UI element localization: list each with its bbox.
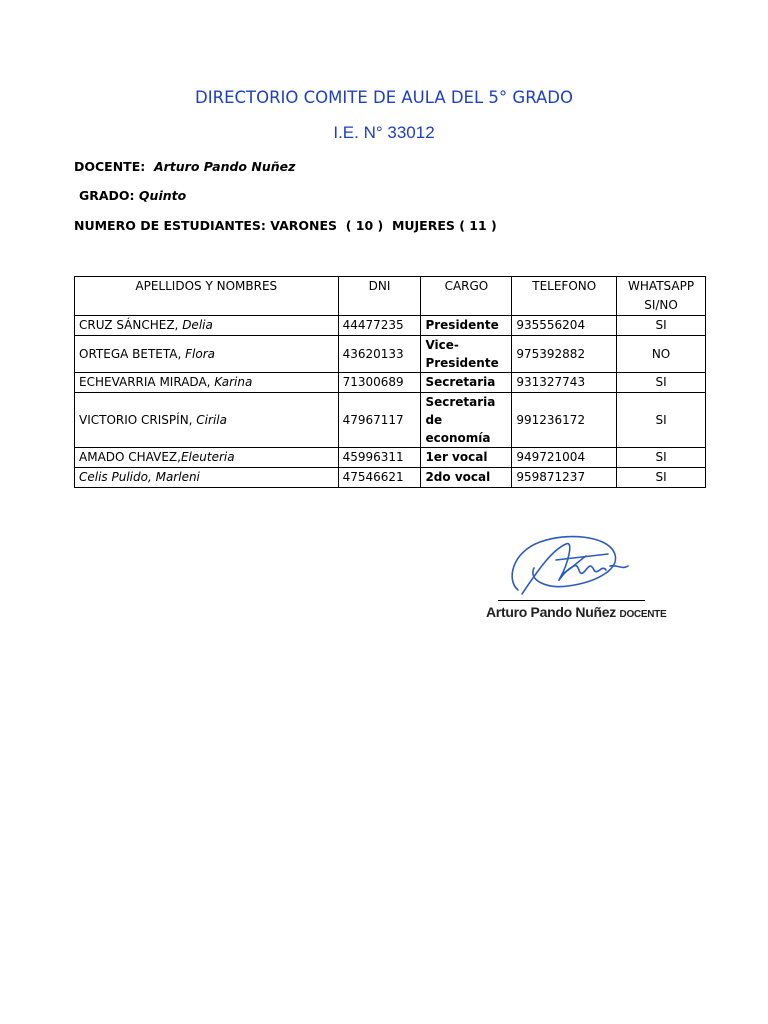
apellidos: AMADO CHAVEZ,	[79, 450, 181, 464]
cell-nombre	[75, 373, 339, 393]
cell-telefono: 991236172	[512, 393, 617, 448]
apellidos: Celis Pulido,	[79, 470, 152, 484]
cell-nombre	[75, 336, 339, 373]
cell-dni: 71300689	[338, 373, 421, 393]
grado-label: GRADO:	[79, 188, 135, 203]
header-nombres: APELLIDOS Y NOMBRES	[75, 277, 339, 316]
grado-value: Quinto	[138, 188, 187, 203]
table-row	[75, 448, 706, 468]
apellidos: ECHEVARRIA MIRADA,	[79, 375, 211, 389]
docente-label: DOCENTE:	[74, 159, 146, 174]
cell-whatsapp: SI	[617, 468, 706, 488]
table-row	[75, 468, 706, 488]
cell-nombre	[75, 393, 339, 448]
nombre: Karina	[210, 375, 253, 389]
school-id: I.E. N° 33012	[333, 123, 435, 142]
cell-whatsapp: NO	[617, 336, 706, 373]
apellidos: VICTORIO CRISPÍN,	[79, 412, 193, 427]
table-row	[75, 316, 706, 336]
signature-caption	[486, 604, 666, 620]
header-telefono: TELEFONO	[512, 277, 617, 316]
nombre: Eleuteria	[180, 450, 235, 464]
nombre: Marleni	[151, 470, 200, 484]
cell-telefono: 931327743	[512, 373, 617, 393]
cell-whatsapp: SI	[617, 448, 706, 468]
cell-cargo: Secretaria de economía	[421, 393, 512, 448]
cell-whatsapp: SI	[617, 393, 706, 448]
header-whatsapp-line1: WHATSAPP	[628, 279, 695, 293]
header-dni: DNI	[338, 277, 421, 316]
header-whatsapp-line2: SI/NO	[644, 298, 678, 312]
nombre: Delia	[178, 318, 213, 332]
cell-dni: 43620133	[338, 336, 421, 373]
cell-telefono: 975392882	[512, 336, 617, 373]
signature-scribble	[498, 530, 648, 602]
cell-dni: 47967117	[338, 393, 421, 448]
cell-cargo: 2do vocal	[421, 468, 512, 488]
students-count-line: NUMERO DE ESTUDIANTES: VARONES ( 10 ) MUJERES ( 11 )	[74, 218, 497, 233]
cell-whatsapp: SI	[617, 373, 706, 393]
cell-telefono: 949721004	[512, 448, 617, 468]
signer-role: DOCENTE	[619, 609, 667, 620]
signer-name: Arturo Pando Nuñez	[486, 604, 616, 620]
table-row	[75, 336, 706, 373]
cell-dni: 45996311	[338, 448, 421, 468]
document-title: DIRECTORIO COMITE DE AULA DEL 5° GRADO	[195, 88, 573, 107]
docente-line	[74, 159, 295, 174]
cell-telefono: 959871237	[512, 468, 617, 488]
cell-telefono: 935556204	[512, 316, 617, 336]
cell-cargo: 1er vocal	[421, 448, 512, 468]
table-row	[75, 373, 706, 393]
header-cargo: CARGO	[421, 277, 512, 316]
table-row	[75, 393, 706, 448]
cell-cargo: Presidente	[421, 316, 512, 336]
cell-whatsapp: SI	[617, 316, 706, 336]
docente-value: Arturo Pando Nuñez	[153, 159, 296, 174]
committee-table	[74, 276, 706, 488]
cell-dni: 44477235	[338, 316, 421, 336]
cell-nombre	[75, 316, 339, 336]
cell-dni: 47546621	[338, 468, 421, 488]
nombre: Cirila	[192, 412, 227, 427]
table-header-row	[75, 277, 706, 316]
apellidos: ORTEGA BETETA,	[79, 346, 182, 361]
cell-nombre	[75, 468, 339, 488]
cell-cargo: Vice-Presidente	[421, 336, 512, 373]
grado-line	[79, 188, 186, 203]
cell-cargo: Secretaria	[421, 373, 512, 393]
cell-nombre	[75, 448, 339, 468]
signature-line	[498, 600, 645, 601]
header-whatsapp	[617, 277, 706, 316]
nombre: Flora	[181, 346, 215, 361]
apellidos: CRUZ SÁNCHEZ,	[79, 318, 179, 332]
